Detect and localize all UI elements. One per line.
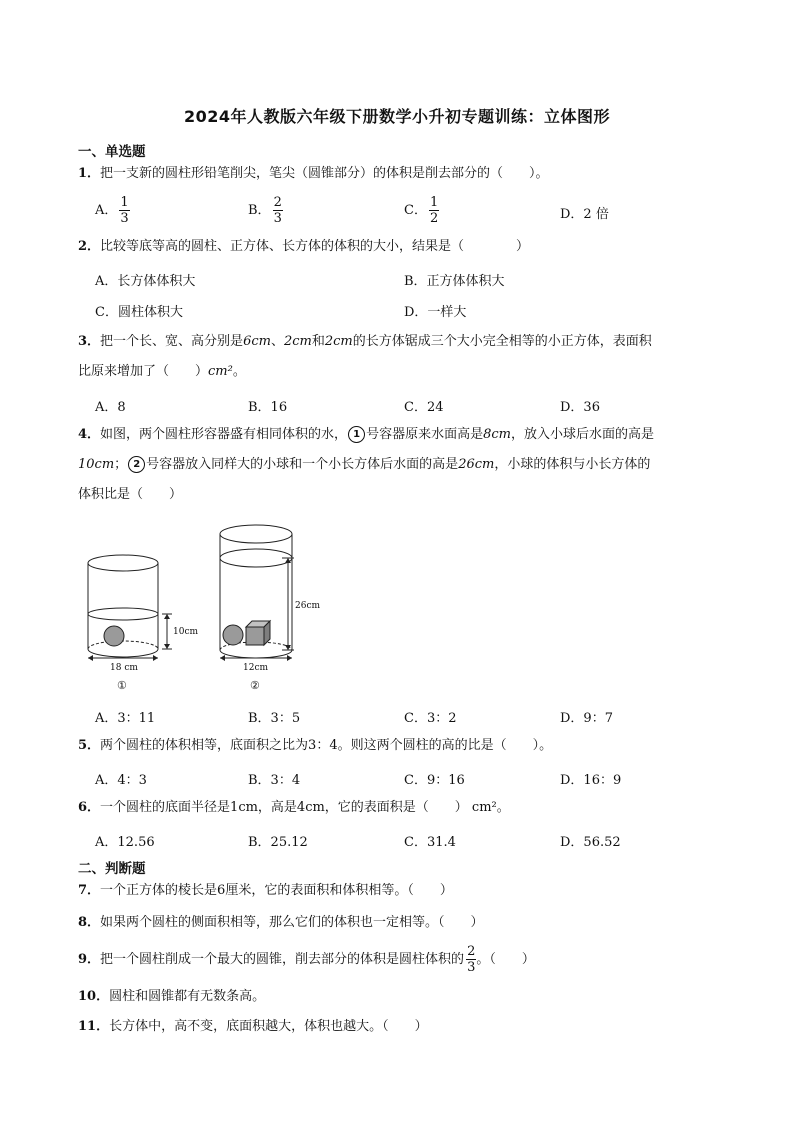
- section-heading-single-choice: 一、单选题: [78, 144, 146, 160]
- option-a: A．4：3: [95, 773, 147, 788]
- question-text: 。: [232, 364, 246, 379]
- container-1-top: [88, 555, 158, 571]
- question-number: 3．: [78, 334, 101, 349]
- option-label: A．: [95, 203, 118, 218]
- option-b: B．16: [248, 400, 288, 415]
- question-number: 7．: [78, 883, 101, 898]
- question-7: [78, 876, 728, 906]
- question-text: 比较等底等高的圆柱、正方体、长方体的体积的大小，结果是（ ）: [100, 239, 530, 254]
- ball: [104, 626, 124, 646]
- section-heading-true-false: 二、判断题: [78, 861, 146, 877]
- question-number: 1．: [78, 166, 101, 181]
- numerator: 1: [429, 195, 439, 210]
- question-text: 如果两个圆柱的侧面积相等，那么它们的体积也一定相等。（ ）: [100, 915, 484, 930]
- option-a: A．3：11: [95, 711, 156, 726]
- question-3-line-2: [78, 357, 728, 387]
- question-number: 4．: [78, 427, 101, 442]
- label-10cm: 10cm: [173, 627, 199, 637]
- label-12cm: 12cm: [243, 663, 269, 673]
- container-2-water: [220, 549, 292, 567]
- question-4-line-2: [78, 450, 728, 480]
- option-c: C．24: [404, 400, 444, 415]
- value: 10cm: [78, 457, 115, 472]
- numerator: 1: [120, 195, 129, 210]
- question-number: 2．: [78, 239, 101, 254]
- label-18cm: 18 cm: [110, 663, 138, 673]
- option-b: B．3：5: [248, 711, 301, 726]
- fraction: [466, 944, 476, 975]
- question-text: 号容器放入同样大的小球和一个小长方体后水面的高是: [146, 457, 459, 472]
- question-text: 。（ ）: [476, 952, 535, 967]
- question-10: [78, 982, 728, 1012]
- question-11: [78, 1012, 728, 1042]
- question-text: 和: [311, 334, 325, 349]
- option-a: A．12.56: [95, 835, 155, 850]
- question-number: 8．: [78, 915, 101, 930]
- question-text: 一个正方体的棱长是6厘米，它的表面积和体积相等。（ ）: [100, 883, 453, 898]
- fraction: [273, 195, 283, 226]
- question-text: ，小球的体积与小长方体的: [494, 457, 651, 472]
- denominator: 2: [429, 211, 439, 226]
- figure-mark-2: ②: [250, 679, 260, 692]
- question-text: 、: [270, 334, 284, 349]
- question-3: [78, 327, 728, 357]
- question-number: 5．: [78, 738, 101, 753]
- option-label: B．: [248, 203, 271, 218]
- question-number: 9．: [78, 952, 101, 967]
- value: 2cm: [324, 334, 353, 349]
- option-c: C．31.4: [404, 835, 456, 850]
- option-d: D．16：9: [560, 773, 622, 788]
- denominator: 3: [120, 211, 129, 226]
- value: 2cm: [283, 334, 312, 349]
- option-d: D．36: [560, 400, 600, 415]
- option-b: B．3：4: [248, 773, 301, 788]
- value: 6cm: [243, 334, 271, 349]
- value: 26cm: [458, 457, 495, 472]
- fraction: [119, 195, 129, 226]
- question-text: 一个圆柱的底面半径是1cm，高是4cm，它的表面积是（ ） cm²。: [100, 800, 510, 815]
- container-2-bottom: [220, 650, 292, 658]
- label-26cm: 26cm: [295, 601, 320, 611]
- container-1-bottom-back: [88, 641, 158, 649]
- numerator: 2: [273, 195, 282, 210]
- option-d: D．9：7: [560, 711, 613, 726]
- option-d: D．2 倍: [560, 207, 609, 222]
- page-title: 2024年人教版六年级下册数学小升初专题训练：立体图形: [183, 107, 611, 126]
- circled-number: 1: [348, 426, 365, 443]
- question-number: 6．: [78, 800, 101, 815]
- value: 8cm: [483, 427, 511, 442]
- option-d: D．56.52: [560, 835, 621, 850]
- denominator: 3: [273, 211, 282, 226]
- question-text: ，放入小球后水面的高是: [510, 427, 654, 442]
- question-text: ；: [114, 457, 128, 472]
- question-text: 长方体中，高不变，底面积越大，体积也越大。（ ）: [109, 1019, 428, 1034]
- question-9: [78, 944, 728, 975]
- option-a: A．长方体体积大: [95, 274, 196, 289]
- option-label: C．: [404, 203, 427, 218]
- container-2-top: [220, 525, 292, 543]
- question-4: [78, 420, 728, 450]
- question-text: 比原来增加了（ ）: [78, 364, 209, 379]
- numerator: 2: [467, 944, 476, 959]
- option-d: D．一样大: [404, 305, 467, 320]
- question-text: 如图，两个圆柱形容器盛有相同体积的水，: [100, 427, 348, 442]
- option-a: [95, 195, 130, 226]
- question-4-line-3: 体积比是（ ）: [78, 487, 183, 502]
- option-c: [404, 195, 439, 226]
- question-text: 把一个圆柱削成一个最大的圆锥，削去部分的体积是圆柱体积的: [100, 952, 465, 967]
- ball: [223, 625, 243, 645]
- option-c: C．圆柱体积大: [95, 305, 183, 320]
- cylinder-containers-figure: [80, 518, 320, 696]
- option-b: B．正方体体积大: [404, 274, 505, 289]
- option-c: C．3：2: [404, 711, 457, 726]
- question-text: 两个圆柱的体积相等，底面积之比为3：4。则这两个圆柱的高的比是（ ）。: [100, 738, 553, 753]
- question-text: 的长方体锯成三个大小完全相等的小正方体，表面积: [352, 334, 652, 349]
- container-1-water: [88, 608, 158, 620]
- question-text: 把一支新的圆柱形铅笔削尖，笔尖（圆锥部分）的体积是削去部分的（ ）。: [100, 166, 549, 181]
- circled-number: 2: [128, 456, 145, 473]
- question-6: [78, 793, 728, 823]
- option-b: [248, 195, 283, 226]
- small-cuboid: [246, 621, 270, 645]
- question-text: 把一个长、宽、高分别是: [100, 334, 244, 349]
- question-number: 10．: [78, 989, 110, 1004]
- option-b: B．25.12: [248, 835, 308, 850]
- question-1: [78, 159, 728, 189]
- figure-mark-1: ①: [117, 679, 127, 692]
- option-a: A．8: [95, 400, 126, 415]
- denominator: 3: [467, 960, 476, 975]
- question-text: 号容器原来水面高是: [366, 427, 484, 442]
- arrowheads: [88, 558, 292, 661]
- unit: cm²: [208, 364, 233, 379]
- question-2: [78, 232, 728, 262]
- fraction: [429, 195, 439, 226]
- option-c: C．9：16: [404, 773, 465, 788]
- question-5: [78, 731, 728, 761]
- container-1-bottom: [88, 649, 158, 657]
- question-number: 11．: [78, 1019, 110, 1034]
- question-text: 圆柱和圆锥都有无数条高。: [109, 989, 266, 1004]
- question-8: [78, 908, 728, 938]
